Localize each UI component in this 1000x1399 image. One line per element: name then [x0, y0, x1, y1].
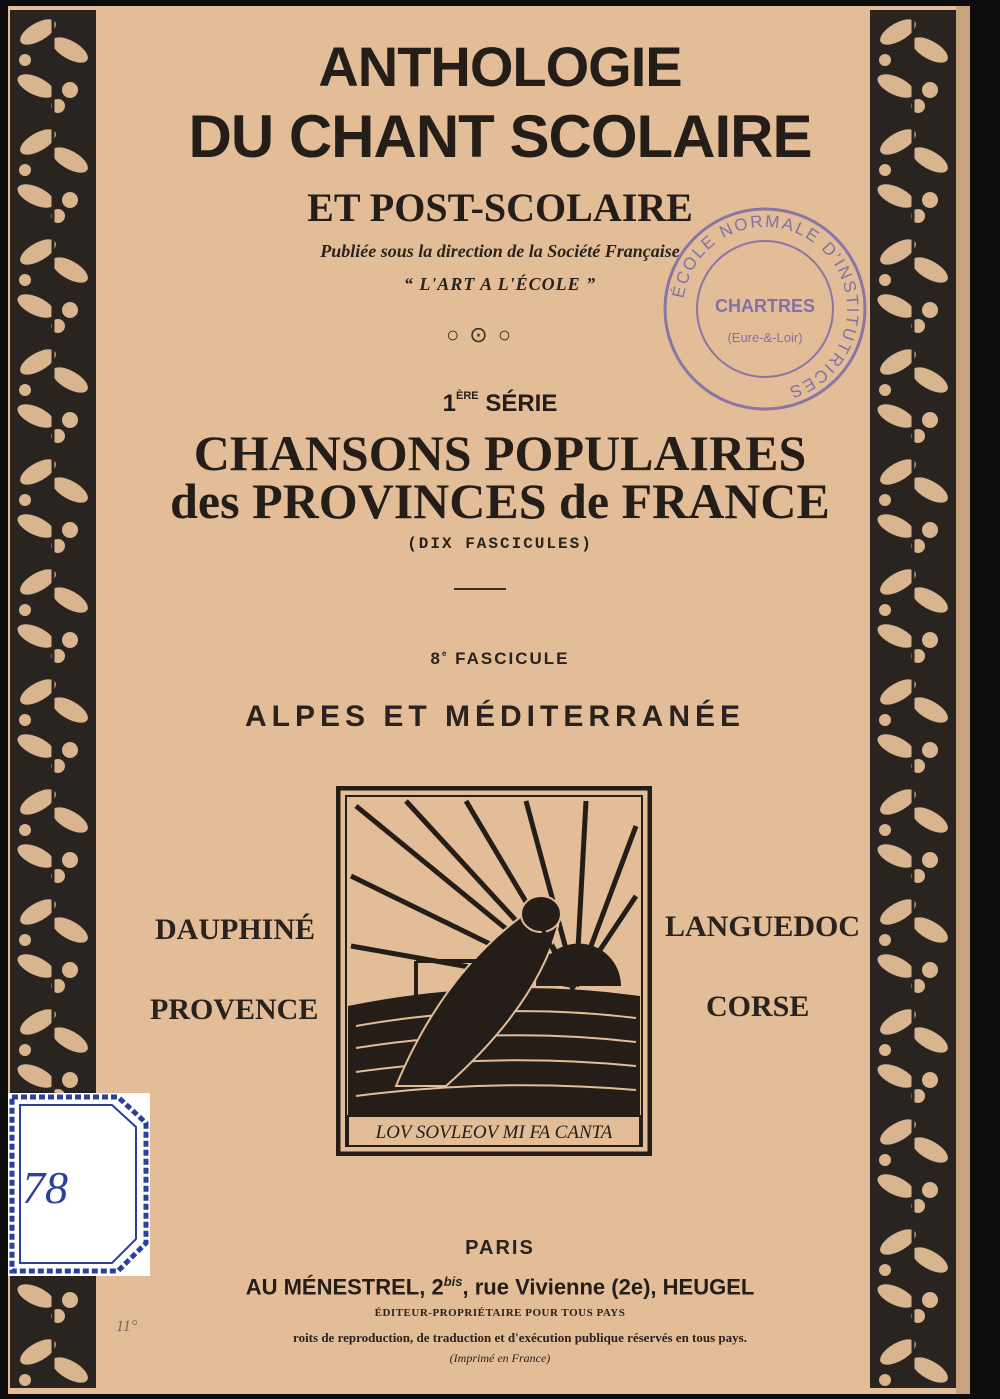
publisher-note: Publiée sous la direction de la Société Française: [320, 241, 680, 261]
publisher-prefix: AU MÉNESTREL, 2: [245, 1274, 444, 1300]
region-corse: CORSE: [706, 990, 810, 1023]
series-line: [150, 390, 850, 418]
fascicule-line: [150, 649, 850, 669]
label-handwritten-number: 78: [22, 1162, 68, 1213]
series-title-line2: des PROVINCES de FRANCE: [170, 473, 830, 529]
stamp-city: CHARTRES: [714, 296, 816, 316]
footer-city: PARIS: [465, 1237, 535, 1259]
page-edge: [956, 6, 970, 1394]
series-label: SÉRIE: [485, 390, 558, 417]
fascicule-title: ALPES ET MÉDITERRANÉE: [244, 700, 746, 733]
cicada-engraving: [336, 786, 652, 1156]
series-number: 1: [442, 390, 457, 417]
engraving-motto: LOV SOVLEOV MI FA CANTA: [375, 1122, 613, 1143]
fascicule-number: 8: [430, 649, 442, 668]
library-label: [8, 1093, 150, 1276]
library-stamp: [660, 204, 870, 414]
stamp-ring-text: ÉCOLE NORMALE D'INSTITUTRICES: [668, 211, 863, 403]
society-name: “ L'ART A L'ÉCOLE ”: [403, 274, 597, 294]
series-title-line1: CHANSONS POPULAIRES: [193, 425, 807, 481]
ornament-dots: ○⊙○: [446, 322, 522, 347]
right-border-pattern: [870, 10, 956, 1388]
divider-rule: [454, 588, 506, 590]
publisher-bis: bis: [443, 1274, 463, 1289]
region-dauphine: DAUPHINÉ: [155, 913, 316, 946]
fascicule-number-suffix: e: [441, 649, 449, 658]
handwritten-note: 11°: [116, 1318, 138, 1335]
series-note: (DIX FASCICULES): [407, 535, 593, 553]
title-anthologie: ANTHOLOGIE: [318, 35, 682, 98]
region-languedoc: LANGUEDOC: [665, 910, 861, 943]
stamp-department: (Eure-&-Loir): [727, 330, 803, 345]
fascicule-label: FASCICULE: [455, 649, 570, 668]
footer-editor-line: ÉDITEUR-PROPRIÉTAIRE POUR TOUS PAYS: [374, 1307, 626, 1319]
title-chant-scolaire: DU CHANT SCOLAIRE: [188, 103, 812, 170]
region-provence: PROVENCE: [150, 993, 319, 1026]
footer-printed: (Imprimé en France): [449, 1351, 551, 1365]
title-post-scolaire: ET POST-SCOLAIRE: [307, 185, 693, 230]
right-floral-border: [870, 10, 956, 1388]
footer-rights-line: roits de reproduction, de traduction et d'exécution publique réservés en tous pays.: [293, 1330, 747, 1345]
footer-publisher: [150, 1274, 850, 1300]
publisher-suffix: , rue Vivienne (2e), HEUGEL: [462, 1274, 755, 1300]
series-number-suffix: ÈRE: [456, 390, 479, 402]
